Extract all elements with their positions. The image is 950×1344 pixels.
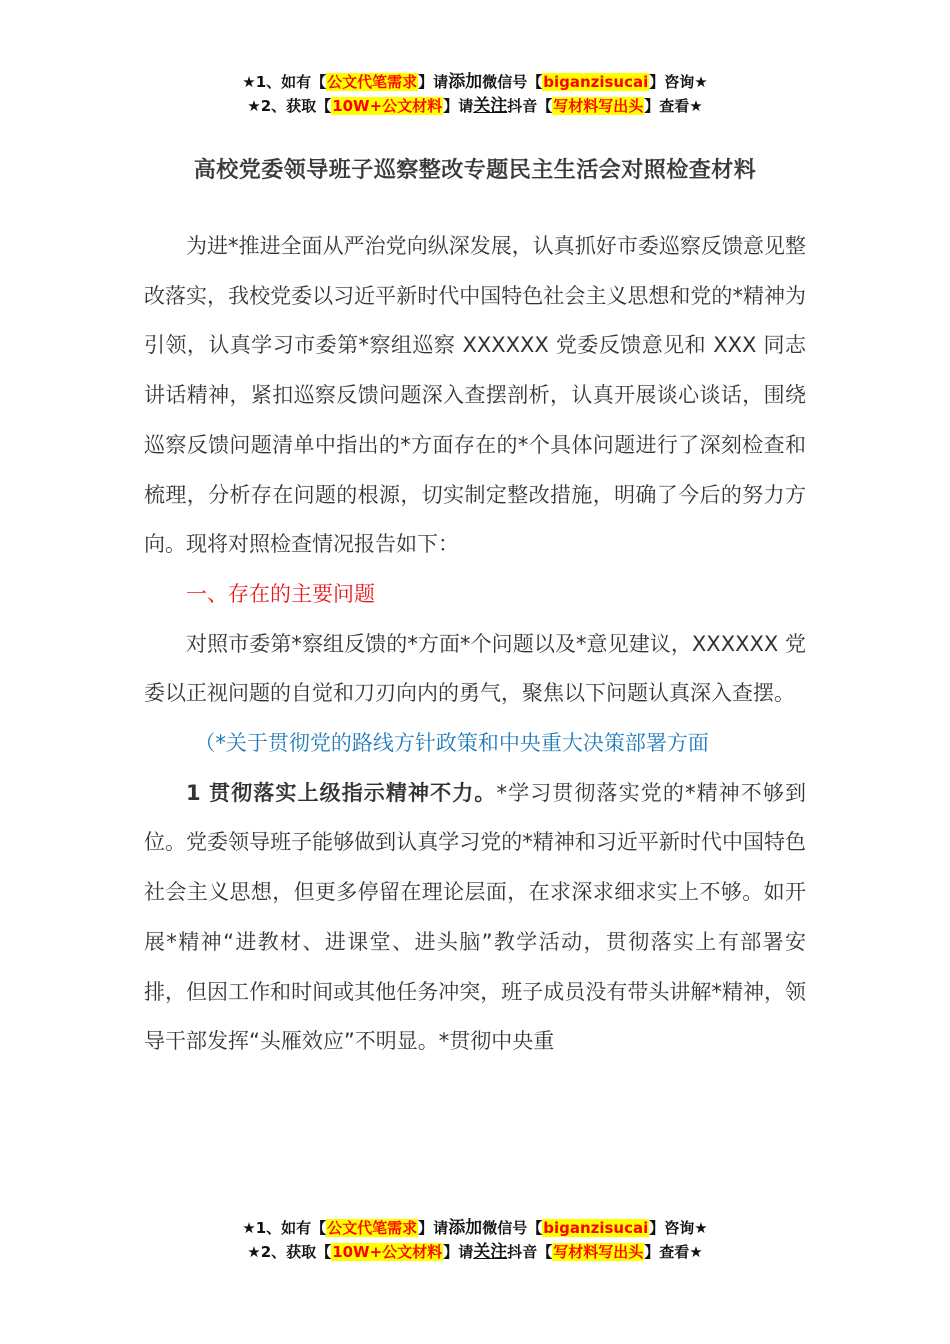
promo-text: ★2、获取【 bbox=[247, 97, 332, 115]
item-lead: 1 贯彻落实上级指示精神不力。 bbox=[186, 780, 497, 805]
promo-highlight: 10W+公文材料 bbox=[332, 97, 443, 115]
document-title: 高校党委领导班子巡察整改专题民主生活会对照检查材料 bbox=[193, 158, 757, 183]
promo-text: 微信号【 bbox=[482, 1219, 543, 1237]
promo-text: ★1、如有【 bbox=[242, 73, 327, 91]
promo-text: 】请 bbox=[443, 1243, 474, 1261]
promo-text: 】请 bbox=[443, 97, 474, 115]
promo-text: 】查看★ bbox=[644, 97, 703, 115]
intro-paragraph: 为进*推进全面从严治党向纵深发展，认真抓好市委巡察反馈意见整改落实，我校党委以习近平新时代中国特色社会主义思想和党的*精神为引领，认真学习市委第*察组巡察 XXXXXX 党委反馈意见和 XXX 同志讲话精神，紧扣巡察反馈问题深入查摆剖析，认真开展谈心谈话，围绕巡察反馈问题清单中指出的*方面存在的*个具体问题进行了深刻检查和梳理，分析存在问题的根源，切实制定整改措施，明确了今后的努力方向。现将对照检查情况报告如下： bbox=[144, 234, 806, 557]
promo-text: 】查看★ bbox=[644, 1243, 703, 1261]
promo-highlight: 写材料写出头 bbox=[553, 1243, 644, 1261]
promo-line-2 bbox=[0, 1240, 950, 1264]
section-intro-paragraph: 对照市委第*察组反馈的*方面*个问题以及*意见建议，XXXXXX 党委以正视问题的自觉和刀刃向内的勇气，聚焦以下问题认真深入查摆。 bbox=[144, 631, 806, 706]
promo-text: 抖音【 bbox=[507, 1243, 553, 1261]
promo-highlight: 公文代笔需求 bbox=[327, 1219, 418, 1237]
promo-text: ★2、获取【 bbox=[247, 1243, 332, 1261]
promo-emphasis: 关注 bbox=[473, 96, 508, 116]
promo-highlight: biganzisucai bbox=[543, 73, 649, 91]
promo-emphasis: 添加 bbox=[448, 72, 483, 92]
promo-text: 】咨询★ bbox=[649, 73, 708, 91]
promo-line-2 bbox=[0, 94, 950, 118]
document-body bbox=[144, 222, 806, 1067]
promo-banner-top bbox=[0, 70, 950, 118]
promo-text: 】咨询★ bbox=[649, 1219, 708, 1237]
promo-text: 】请 bbox=[418, 1219, 449, 1237]
promo-emphasis: 关注 bbox=[473, 1242, 508, 1262]
promo-emphasis: 添加 bbox=[448, 1218, 483, 1238]
promo-line-1 bbox=[0, 70, 950, 94]
promo-line-1 bbox=[0, 1216, 950, 1240]
promo-highlight: 公文代笔需求 bbox=[327, 73, 418, 91]
promo-banner-bottom bbox=[0, 1216, 950, 1264]
promo-text: 】请 bbox=[418, 73, 449, 91]
promo-highlight: 10W+公文材料 bbox=[332, 1243, 443, 1261]
promo-highlight: 写材料写出头 bbox=[553, 97, 644, 115]
promo-text: 抖音【 bbox=[507, 97, 553, 115]
promo-text: ★1、如有【 bbox=[242, 1219, 327, 1237]
section-heading: 一、存在的主要问题 bbox=[186, 581, 375, 606]
promo-highlight: biganzisucai bbox=[543, 1219, 649, 1237]
item-paragraph bbox=[144, 769, 806, 1067]
subsection-heading: （*关于贯彻党的路线方针政策和中央重大决策部署方面 bbox=[194, 731, 709, 756]
item-text: *学习贯彻落实党的*精神不够到位。党委领导班子能够做到认真学习党的*精神和习近平新时代中国特色社会主义思想，但更多停留在理论层面，在求深求细求实上不够。如开展*精神“进教材、进课堂、进头脑”教学活动，贯彻落实上有部署安排，但因工作和时间或其他任务冲突，班子成员没有带头讲解*精神，领导干部发挥“头雁效应”不明显。*贯彻中央重 bbox=[144, 780, 807, 1054]
promo-text: 微信号【 bbox=[482, 73, 543, 91]
